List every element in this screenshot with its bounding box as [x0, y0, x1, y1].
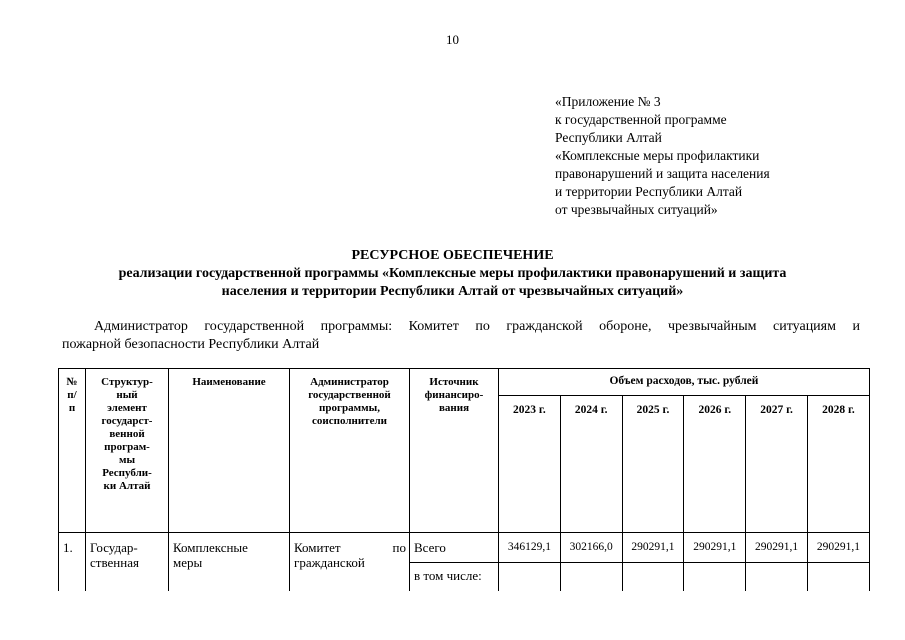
header-year: 2028 г. — [807, 396, 869, 533]
value-cell — [499, 563, 561, 591]
document-title — [0, 247, 905, 301]
header-expenditure-volume: Объем расходов, тыс. рублей — [499, 369, 870, 396]
row-name: Комплексные меры — [169, 533, 290, 591]
appendix-line: правонарушений и защита населения — [555, 166, 770, 181]
administrator-line: пожарной безопасности Республики Алтай — [62, 337, 320, 352]
header-financing-source: Источник финансиро- вания — [410, 369, 499, 533]
appendix-line: к государственной программе — [555, 112, 727, 127]
appendix-line: «Приложение № 3 — [555, 94, 661, 109]
value-cell: 290291,1 — [622, 533, 684, 563]
appendix-note — [555, 93, 770, 219]
value-cell — [807, 563, 869, 591]
appendix-line: Республики Алтай — [555, 130, 662, 145]
title-line: реализации государственной программы «Комплексные меры профилактики правонарушений и защита — [118, 266, 787, 281]
value-cell: 346129,1 — [499, 533, 561, 563]
page-number: 10 — [446, 32, 459, 47]
administrator-paragraph — [62, 318, 860, 354]
header-structural-element: Структур- ный элемент государст- венной програм- мы Республи- ки Алтай — [86, 369, 169, 533]
header-year: 2025 г. — [622, 396, 684, 533]
value-cell: 302166,0 — [560, 533, 622, 563]
value-cell — [684, 563, 746, 591]
header-year: 2026 г. — [684, 396, 746, 533]
table-row — [59, 533, 870, 563]
row-num: 1. — [59, 533, 86, 591]
header-year: 2024 г. — [560, 396, 622, 533]
value-cell: 290291,1 — [746, 533, 808, 563]
header-year: 2023 г. — [499, 396, 561, 533]
value-cell: 290291,1 — [684, 533, 746, 563]
row-source-total: Всего — [410, 533, 499, 563]
header-administrator: Администратор государственной программы, соисполнители — [290, 369, 410, 533]
value-cell — [560, 563, 622, 591]
resource-table — [58, 368, 870, 591]
value-cell — [622, 563, 684, 591]
appendix-line: от чрезвычайных ситуаций» — [555, 202, 718, 217]
title-line: РЕСУРСНОЕ ОБЕСПЕЧЕНИЕ — [351, 248, 554, 263]
header-name: Наименование — [169, 369, 290, 533]
header-year: 2027 г. — [746, 396, 808, 533]
row-structural-element: Государ- ственная — [86, 533, 169, 591]
row-administrator: Комитет по гражданской — [290, 533, 410, 591]
row-source-including: в том числе: — [410, 563, 499, 591]
appendix-line: «Комплексные меры профилактики — [555, 148, 760, 163]
value-cell — [746, 563, 808, 591]
appendix-line: и территории Республики Алтай — [555, 184, 743, 199]
value-cell: 290291,1 — [807, 533, 869, 563]
title-line: населения и территории Республики Алтай от чрезвычайных ситуаций» — [221, 284, 684, 299]
administrator-line: Администратор государственной программы: Комитет по гражданской обороне, чрезвычайным ситуациям и — [94, 319, 860, 334]
header-num: № п/ п — [59, 369, 86, 533]
